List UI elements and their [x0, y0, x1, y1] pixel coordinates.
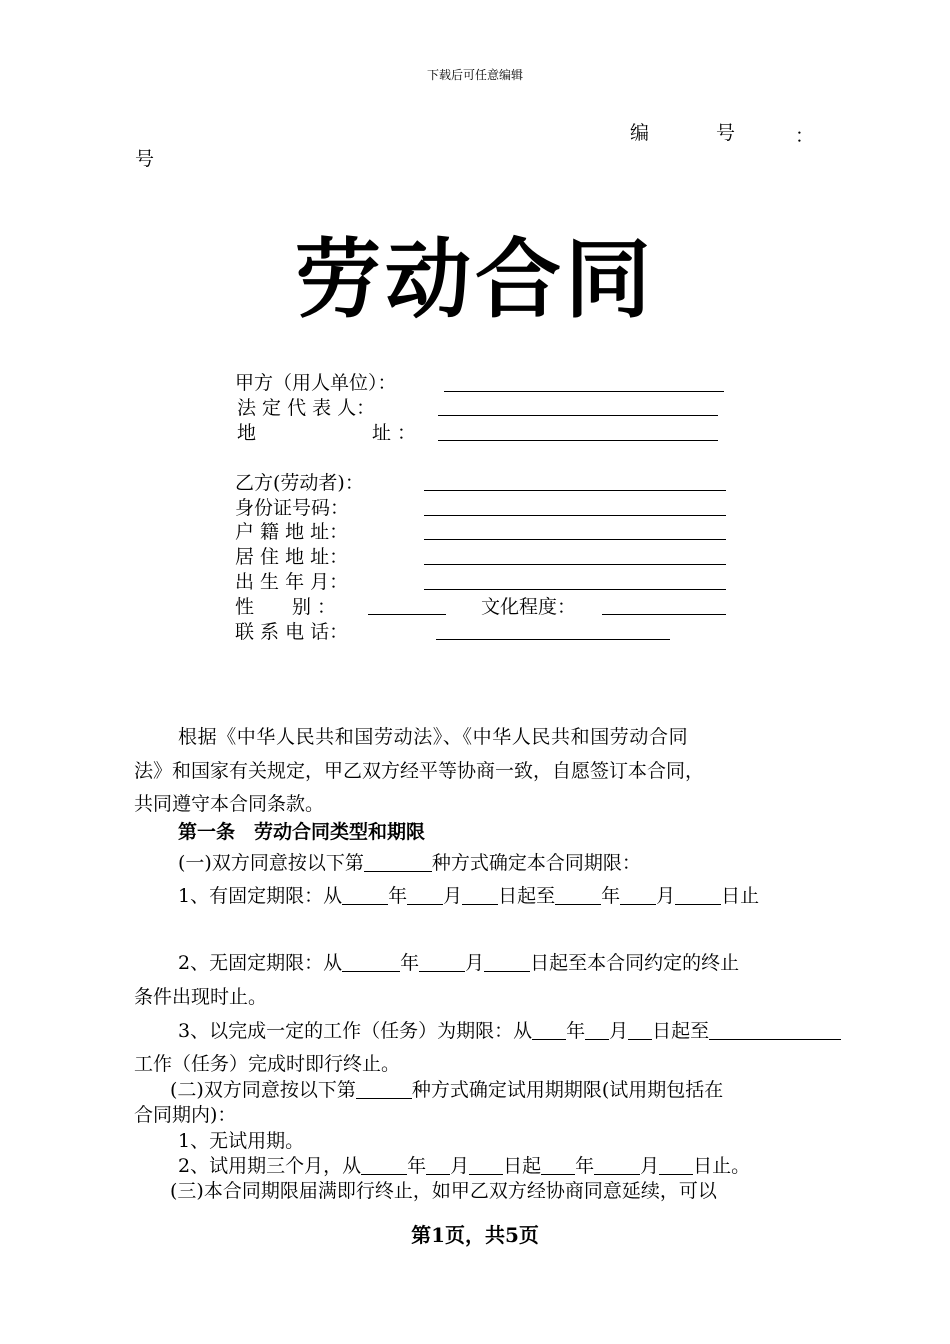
party-b-education-label: 文化程度：: [481, 596, 577, 618]
party-b-gender-label: 性 别 ：: [235, 596, 337, 618]
party-b-birth-field[interactable]: [424, 589, 726, 590]
fixed-month-label: 月: [443, 885, 463, 907]
fixed-day-from-label: 日起至: [498, 885, 556, 907]
party-b-birth-label: 出 生 年 月：: [235, 571, 349, 593]
probation-day-end-label: 日止。: [693, 1155, 751, 1177]
party-b-id-field[interactable]: [424, 515, 726, 516]
fixed-month2-label: 月: [656, 885, 676, 907]
clause-2-text-a: (二)双方同意按以下第: [170, 1079, 356, 1101]
probation-year2-label: 年: [575, 1155, 595, 1177]
intro-line-2: 法》和国家有关规定，甲乙双方经平等协商一致，自愿签订本合同，: [134, 760, 705, 782]
party-b-name-label: 乙方(劳动者)：: [235, 472, 364, 494]
open-year-label: 年: [400, 952, 420, 974]
open-month-label: 月: [465, 952, 485, 974]
probation-start-day-field[interactable]: [469, 1156, 503, 1175]
fixed-term-prefix: 1、有固定期限：从: [178, 885, 343, 907]
term-type-field[interactable]: [364, 853, 432, 872]
task-term-prefix: 3、以完成一定的工作（任务）为期限：从: [178, 1020, 533, 1042]
party-b-phone-field[interactable]: [436, 639, 670, 640]
probation-end-day-field[interactable]: [659, 1156, 693, 1175]
party-b-name-field[interactable]: [424, 490, 726, 491]
probation-end-year-field[interactable]: [541, 1156, 575, 1175]
footer-text-2: 页，共: [445, 1223, 505, 1247]
party-a-address-label-1: 地: [237, 422, 257, 444]
footer-total-pages: 5: [505, 1223, 519, 1247]
party-b-residence-label: 居 住 地 址：: [235, 546, 349, 568]
number-label-wrap: 号: [135, 148, 155, 170]
open-term-prefix: 2、无固定期限：从: [178, 952, 343, 974]
number-label-char-2: 号: [716, 122, 736, 144]
probation-prefix: 2、试用期三个月，从: [178, 1155, 362, 1177]
fixed-start-day-field[interactable]: [462, 886, 498, 905]
article-1-title: 第一条 劳动合同类型和期限: [178, 821, 426, 843]
probation-type-field[interactable]: [356, 1080, 412, 1099]
fixed-year2-label: 年: [601, 885, 621, 907]
probation-year-label: 年: [407, 1155, 427, 1177]
page-title: 劳动合同: [295, 230, 655, 330]
party-b-gender-field[interactable]: [368, 614, 446, 615]
task-month-label: 月: [609, 1020, 629, 1042]
party-a-rep-field[interactable]: [438, 415, 718, 416]
clause-1-text-a: (一)双方同意按以下第: [178, 852, 364, 874]
task-start-day-field[interactable]: [628, 1021, 652, 1040]
probation-none: 1、无试用期。: [178, 1130, 305, 1152]
party-b-phone-label: 联 系 电 话：: [235, 621, 349, 643]
open-term-suffix: 日起至本合同约定的终止: [530, 952, 740, 974]
clause-2-line-2: 合同期内)：: [134, 1104, 237, 1126]
clause-2-line: [170, 1078, 723, 1102]
clause-3-line: (三)本合同期限届满即行终止，如甲乙双方经协商同意延续，可以: [170, 1180, 717, 1202]
probation-start-year-field[interactable]: [361, 1156, 407, 1175]
task-end-field[interactable]: [709, 1021, 841, 1040]
task-year-label: 年: [566, 1020, 586, 1042]
party-b-household-field[interactable]: [424, 539, 726, 540]
open-term-line: [178, 951, 739, 975]
probation-month2-label: 月: [640, 1155, 660, 1177]
clause-2-text-b: 种方式确定试用期期限(试用期包括在: [411, 1079, 724, 1101]
footer-text-1: 第: [411, 1223, 432, 1247]
intro-line-3: 共同遵守本合同条款。: [134, 793, 325, 815]
fixed-term-line: [178, 884, 759, 908]
clause-1-line: [178, 851, 641, 875]
task-day-from-label: 日起至: [652, 1020, 710, 1042]
header-note: 下载后可任意编辑: [426, 68, 523, 82]
party-a-name-label: 甲方（用人单位）：: [235, 372, 397, 394]
party-b-education-field[interactable]: [602, 614, 726, 615]
party-a-address-field[interactable]: [438, 440, 718, 441]
open-start-month-field[interactable]: [419, 953, 465, 972]
page-footer: [0, 1219, 950, 1248]
party-a-rep-label: 法 定 代 表 人：: [237, 397, 376, 419]
fixed-end-day-field[interactable]: [675, 886, 721, 905]
party-b-id-label: 身份证号码：: [235, 497, 350, 519]
party-a-name-field[interactable]: [444, 391, 724, 392]
open-term-line-2: 条件出现时止。: [134, 986, 268, 1008]
party-b-residence-field[interactable]: [424, 564, 726, 565]
probation-3m-line: [178, 1154, 750, 1178]
party-a-address-label-2: 址 ：: [372, 422, 417, 444]
fixed-year-label: 年: [388, 885, 408, 907]
task-start-month-field[interactable]: [585, 1021, 609, 1040]
number-label-char-1: 编: [630, 122, 650, 144]
task-start-year-field[interactable]: [532, 1021, 566, 1040]
open-start-year-field[interactable]: [342, 953, 400, 972]
fixed-start-month-field[interactable]: [407, 886, 443, 905]
footer-page-number: 1: [431, 1223, 445, 1247]
fixed-day-end-label: 日止: [721, 885, 760, 907]
fixed-end-year-field[interactable]: [555, 886, 601, 905]
clause-1-text-b: 种方式确定本合同期限：: [431, 852, 641, 874]
task-term-line: [178, 1019, 841, 1043]
open-start-day-field[interactable]: [484, 953, 530, 972]
fixed-start-year-field[interactable]: [342, 886, 388, 905]
probation-start-month-field[interactable]: [426, 1156, 450, 1175]
task-term-line-2: 工作（任务）完成时即行终止。: [134, 1053, 401, 1075]
footer-text-3: 页: [518, 1223, 539, 1247]
probation-month-label: 月: [450, 1155, 470, 1177]
intro-line-1: 根据《中华人民共和国劳动法》、《中华人民共和国劳动合同: [178, 726, 689, 748]
number-label-colon: ：: [795, 125, 815, 147]
party-b-household-label: 户 籍 地 址：: [235, 521, 349, 543]
fixed-end-month-field[interactable]: [620, 886, 656, 905]
probation-day-from-label: 日起: [503, 1155, 542, 1177]
probation-end-month-field[interactable]: [594, 1156, 640, 1175]
